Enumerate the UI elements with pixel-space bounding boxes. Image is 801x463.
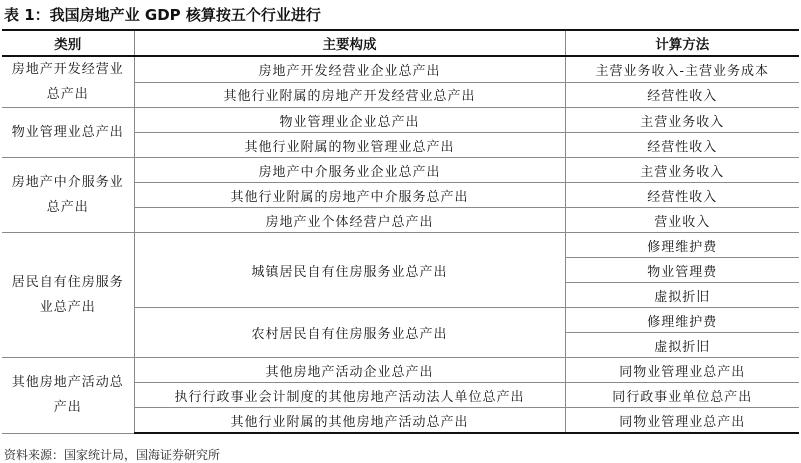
category-cell: 房地产中介服务业总产出: [2, 158, 134, 233]
method-cell: 修理维护费: [565, 233, 799, 258]
header-composition: 主要构成: [134, 30, 565, 56]
category-cell: 物业管理业总产出: [2, 108, 134, 158]
table-row: [2, 158, 799, 183]
category-cell: 房地产开发经营业总产出: [2, 56, 134, 108]
composition-cell: 执行行政事业会计制度的其他房地产活动法人单位总产出: [134, 383, 565, 408]
composition-cell: 其他行业附属的房地产开发经营业总产出: [134, 82, 565, 108]
composition-cell: 农村居民自有住房服务业总产出: [134, 308, 565, 358]
header-method: 计算方法: [565, 30, 799, 56]
method-cell: 经营性收入: [565, 133, 799, 158]
table-row: [2, 233, 799, 258]
source-note: 资料来源：国家统计局，国海证券研究所: [4, 448, 221, 462]
table-row: [2, 56, 799, 82]
composition-cell: 物业管理业企业总产出: [134, 108, 565, 133]
composition-cell: 房地产开发经营业企业总产出: [134, 56, 565, 82]
composition-cell: 城镇居民自有住房服务业总产出: [134, 233, 565, 308]
method-cell: 主营业务收入-主营业务成本: [565, 56, 799, 82]
method-cell: 同物业管理业总产出: [565, 408, 799, 434]
method-cell: 主营业务收入: [565, 108, 799, 133]
table-row: [2, 108, 799, 133]
header-category: 类别: [2, 30, 134, 56]
composition-cell: 其他行业附属的其他房地产活动总产出: [134, 408, 565, 434]
method-cell: 营业收入: [565, 208, 799, 233]
composition-cell: 其他行业附属的物业管理业总产出: [134, 133, 565, 158]
table-header-row: [2, 30, 799, 56]
category-cell: 其他房地产活动总产出: [2, 358, 134, 434]
method-cell: 修理维护费: [565, 308, 799, 333]
method-cell: 虚拟折旧: [565, 283, 799, 308]
method-cell: 同行政事业单位总产出: [565, 383, 799, 408]
method-cell: 同物业管理业总产出: [565, 358, 799, 383]
gdp-accounting-table: [2, 29, 799, 434]
composition-cell: 其他房地产活动企业总产出: [134, 358, 565, 383]
method-cell: 经营性收入: [565, 183, 799, 208]
method-cell: 虚拟折旧: [565, 333, 799, 358]
category-cell: 居民自有住房服务业总产出: [2, 233, 134, 358]
table-row: [2, 358, 799, 383]
table-title: 表 1：我国房地产业 GDP 核算按五个行业进行: [4, 6, 321, 24]
composition-cell: 房地产业个体经营户总产出: [134, 208, 565, 233]
composition-cell: 其他行业附属的房地产中介服务总产出: [134, 183, 565, 208]
method-cell: 经营性收入: [565, 82, 799, 108]
method-cell: 物业管理费: [565, 258, 799, 283]
composition-cell: 房地产中介服务业企业总产出: [134, 158, 565, 183]
method-cell: 主营业务收入: [565, 158, 799, 183]
